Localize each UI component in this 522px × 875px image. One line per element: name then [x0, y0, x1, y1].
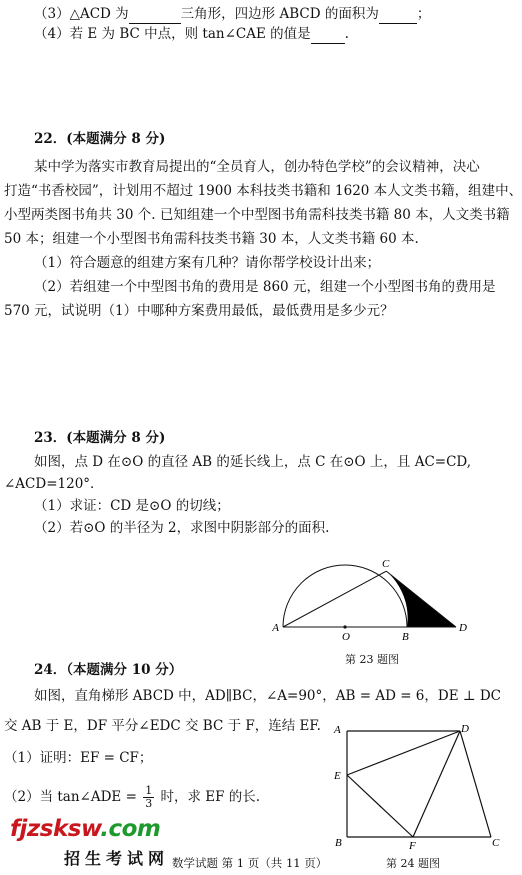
label-A: A: [272, 622, 279, 634]
figure-23-caption: 第 23 题图: [345, 653, 399, 666]
q22-body-line: 打造“书香校园”，计划用不超过 1900 本科技类书籍和 1620 本人文类书籍，组建中、: [4, 183, 522, 199]
segment-DC: [460, 731, 491, 837]
q22-body-line: 小型两类图书角共 30 个. 已知组建一个中型图书角需科技类书籍 80 本，人文类书籍: [4, 207, 510, 223]
q22-body-line: 50 本；组建一个小型图书角需科技类书籍 30 本，人文类书籍 60 本.: [4, 231, 419, 247]
q22-part1: （1）符合题意的组建方案有几种？请你帮学校设计出来；: [34, 255, 381, 271]
q24-body-line: 如图，直角梯形 ABCD 中，AD∥BC，∠A=90°，AB = AD = 6，DE ⊥ DC: [34, 688, 501, 704]
logo-subtitle: 招生考试网: [64, 849, 170, 868]
logo-wordmark: fjzsksw.com: [10, 816, 161, 842]
label-O: O: [342, 631, 350, 643]
answer-blank: [311, 29, 345, 44]
q23-body-line: ∠ACD=120°．: [4, 476, 104, 492]
q22-heading: 22．(本题满分 8 分): [34, 131, 166, 147]
segment-EF: [347, 775, 413, 837]
label-A: A: [334, 724, 341, 736]
q22-part2-cont: 570 元，试说明（1）中哪种方案费用最低，最低费用是多少元？: [4, 303, 394, 319]
answer-blank: [379, 9, 417, 24]
label-F: F: [409, 840, 416, 852]
fraction-numerator: 1: [145, 784, 153, 797]
q23-body-line: 如图，点 D 在⊙O 的直径 AB 的延长线上，点 C 在⊙O 上，且 AC=CD,: [34, 454, 472, 470]
answer-blank: [129, 9, 181, 24]
fraction: [143, 785, 154, 810]
label-E: E: [334, 770, 341, 782]
figure-24-caption: 第 24 题图: [386, 857, 440, 870]
fraction-denominator: 3: [145, 797, 153, 810]
q24-part2: （2）当 tan∠ADE = $\frac{1}{3}$ 时，求 EF 的长.: [4, 784, 261, 810]
figure-23: [272, 554, 478, 654]
q24-heading: 24．（本题满分 10 分）: [34, 662, 183, 678]
q24-part1: （1）证明：EF = CF；: [4, 750, 153, 766]
label-D: D: [461, 723, 469, 735]
line-AC: [283, 571, 386, 627]
semicircle-arc: [283, 565, 407, 627]
label-C: C: [382, 558, 390, 570]
q23-part2: （2）若⊙O 的半径为 2，求图中阴影部分的面积.: [34, 520, 330, 536]
site-watermark-logo: [10, 816, 170, 868]
label-B: B: [402, 631, 409, 643]
page-footer: 数学试题 第 1 页（共 11 页）: [172, 856, 328, 870]
q23-part1: （1）求证：CD 是⊙O 的切线；: [34, 498, 230, 514]
label-B: B: [335, 837, 342, 849]
q21-part3: （3）△ACD 为 三角形，四边形 ABCD 的面积为 ；: [34, 6, 431, 22]
q23-heading: 23．(本题满分 8 分): [34, 430, 166, 446]
q22-part2: （2）若组建一个中型图书角的费用是 860 元，组建一个小型图书角的费用是: [34, 279, 496, 295]
label-D: D: [459, 622, 467, 634]
label-C: C: [492, 837, 500, 849]
figure-24: [330, 722, 510, 850]
center-dot-O: [343, 625, 346, 628]
q24-body-line: 交 AB 于 E，DF 平分∠EDC 交 BC 于 F，连结 EF.: [4, 718, 321, 734]
q21-part4: （4）若 E 为 BC 中点，则 tan∠CAE 的值是 .: [34, 26, 349, 42]
q22-body-line: 某中学为落实市教育局提出的“全员育人，创办特色学校”的会议精神，决心: [34, 159, 480, 175]
